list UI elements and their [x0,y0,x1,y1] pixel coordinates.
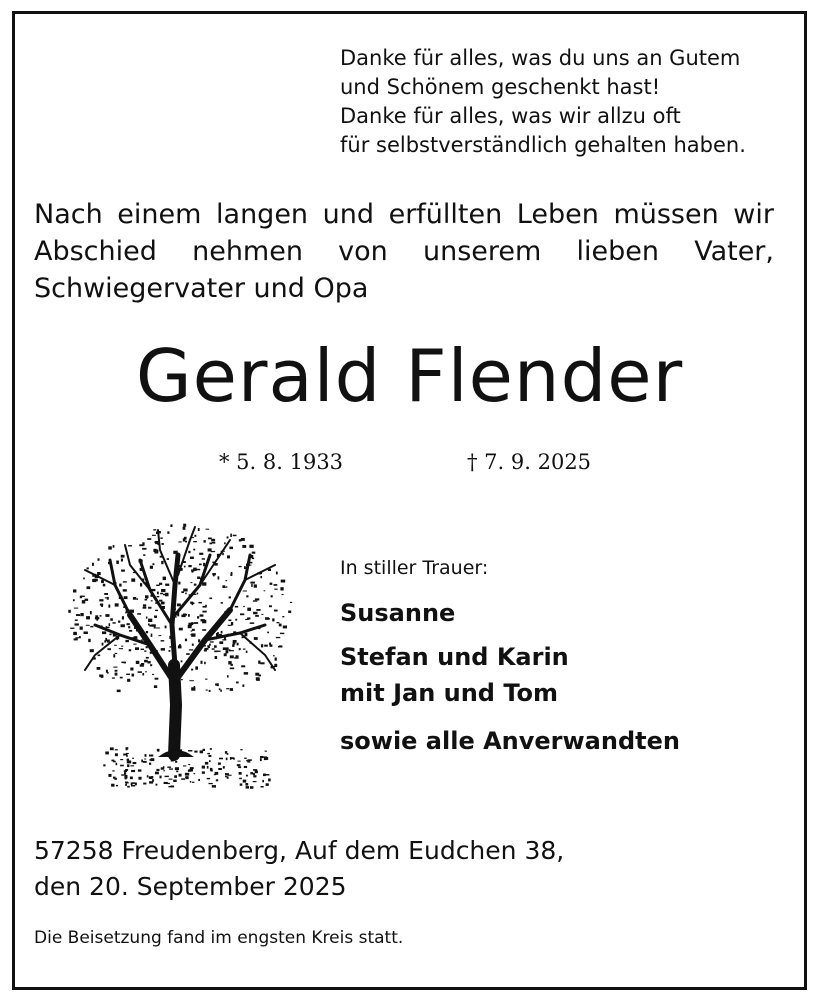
deceased-name: Gerald Flender [135,334,684,418]
tree-icon [60,515,300,795]
intro-line: Nach einem langen und erfüllten Leben müssen wir [34,199,774,230]
motto-line: Danke für alles, was du uns an Gutem [340,46,741,70]
birth-date: * 5. 8. 1933 [219,450,344,474]
motto-line: für selbstverständlich gehalten haben. [340,133,746,157]
mourners-label: In stiller Trauer: [340,557,489,579]
date-line: den 20. September 2025 [34,872,347,901]
mourner-name: Stefan und Karin [340,643,569,671]
motto-line: und Schönem geschenkt hast! [340,75,661,99]
intro-line: Schwiegervater und Opa [34,273,369,304]
address-line: 57258 Freudenberg, Auf dem Eudchen 38, [34,836,565,865]
motto-line: Danke für alles, was wir allzu oft [340,104,681,128]
mourners-block [340,553,780,759]
mourner-name: mit Jan und Tom [340,679,559,707]
address-block [34,833,564,905]
burial-note: Die Beisetzung fand im engsten Kreis statt. [34,928,404,948]
mourner-name: sowie alle Anverwandten [340,727,680,755]
death-date: † 7. 9. 2025 [467,450,592,474]
mourner-name: Susanne [340,599,456,627]
intro-text [34,196,774,307]
intro-line: Abschied nehmen von unserem lieben Vater, [34,236,774,267]
motto-verse [340,44,780,160]
